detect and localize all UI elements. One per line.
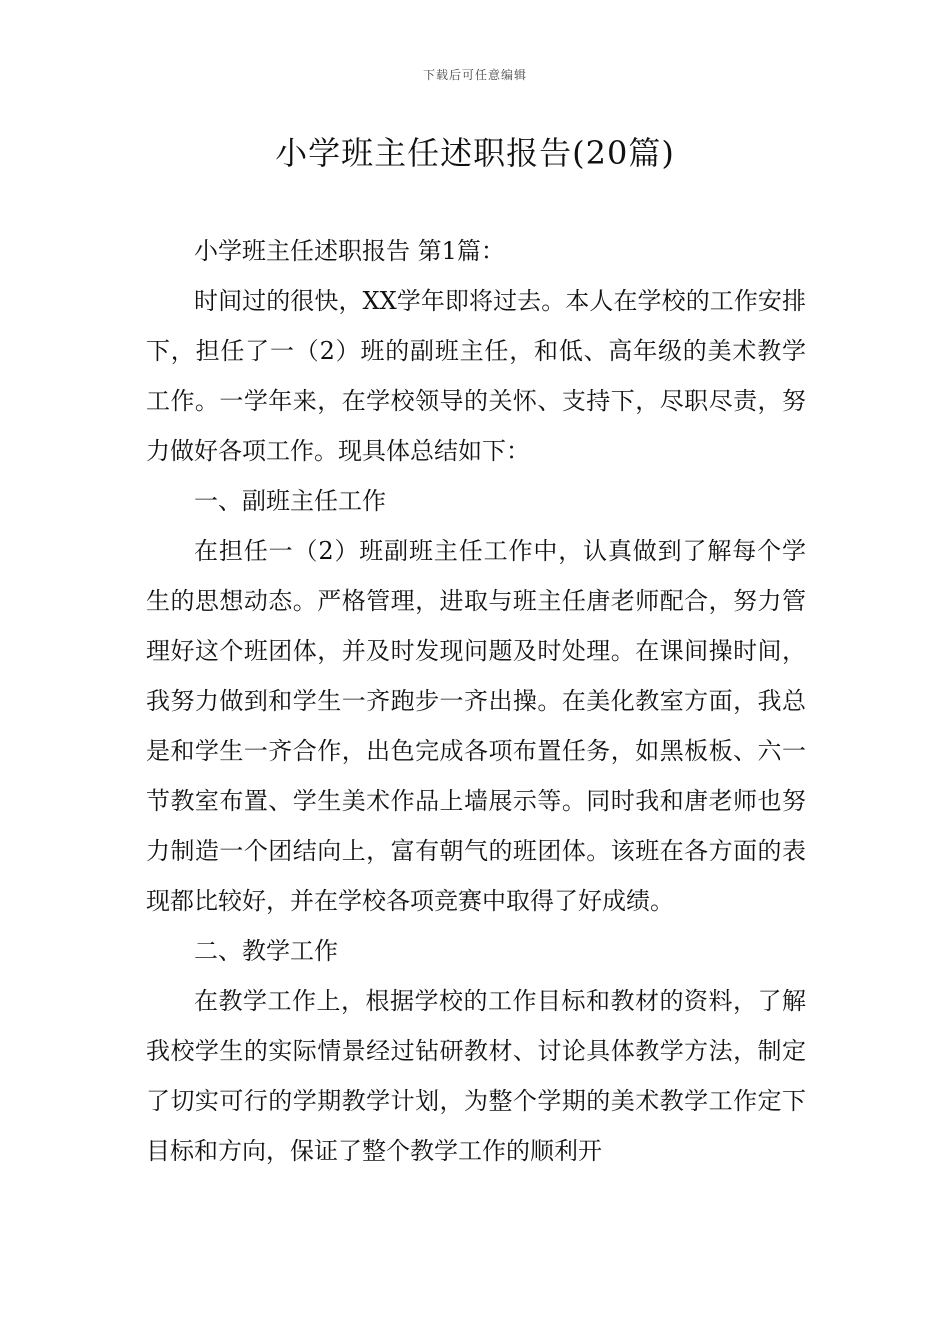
body-paragraph-teaching-work: 在教学工作上，根据学校的工作目标和教材的资料，了解我校学生的实际情景经过钻研教材、讨论具体教学方法，制定了切实可行的学期教学计划，为整个学期的美术教学工作定下目标和方向，保证了整个教学工作的顺利开 — [146, 987, 806, 1165]
section-heading-1: 一、副班主任工作 — [194, 487, 386, 515]
document-title: 小学班主任述职报告(20篇) — [275, 134, 675, 172]
section-title: 小学班主任述职报告 第1篇： — [194, 237, 505, 265]
body-paragraph-assistant-work: 在担任一（2）班副班主任工作中，认真做到了解每个学生的思想动态。严格管理，进取与班主任唐老师配合，努力管理好这个班团体，并及时发现问题及时处理。在课间操时间，我努力做到和学生一齐跑步一齐出操。在美化教室方面，我总是和学生一齐合作，出色完成各项布置任务，如黑板板、六一节教室布置、学生美术作品上墙展示等。同时我和唐老师也努力制造一个团结向上，富有朝气的班团体。该班在各方面的表现都比较好，并在学校各项竞赛中取得了好成绩。 — [146, 537, 806, 915]
document-body — [146, 226, 806, 1176]
body-paragraph-intro: 时间过的很快，XX学年即将过去。本人在学校的工作安排下，担任了一（2）班的副班主任，和低、高年级的美术教学工作。一学年来，在学校领导的关怀、支持下，尽职尽责，努力做好各项工作。现具体总结如下： — [146, 287, 806, 465]
header-note: 下载后可任意编辑 — [422, 68, 527, 82]
section-heading-2: 二、教学工作 — [194, 937, 338, 965]
